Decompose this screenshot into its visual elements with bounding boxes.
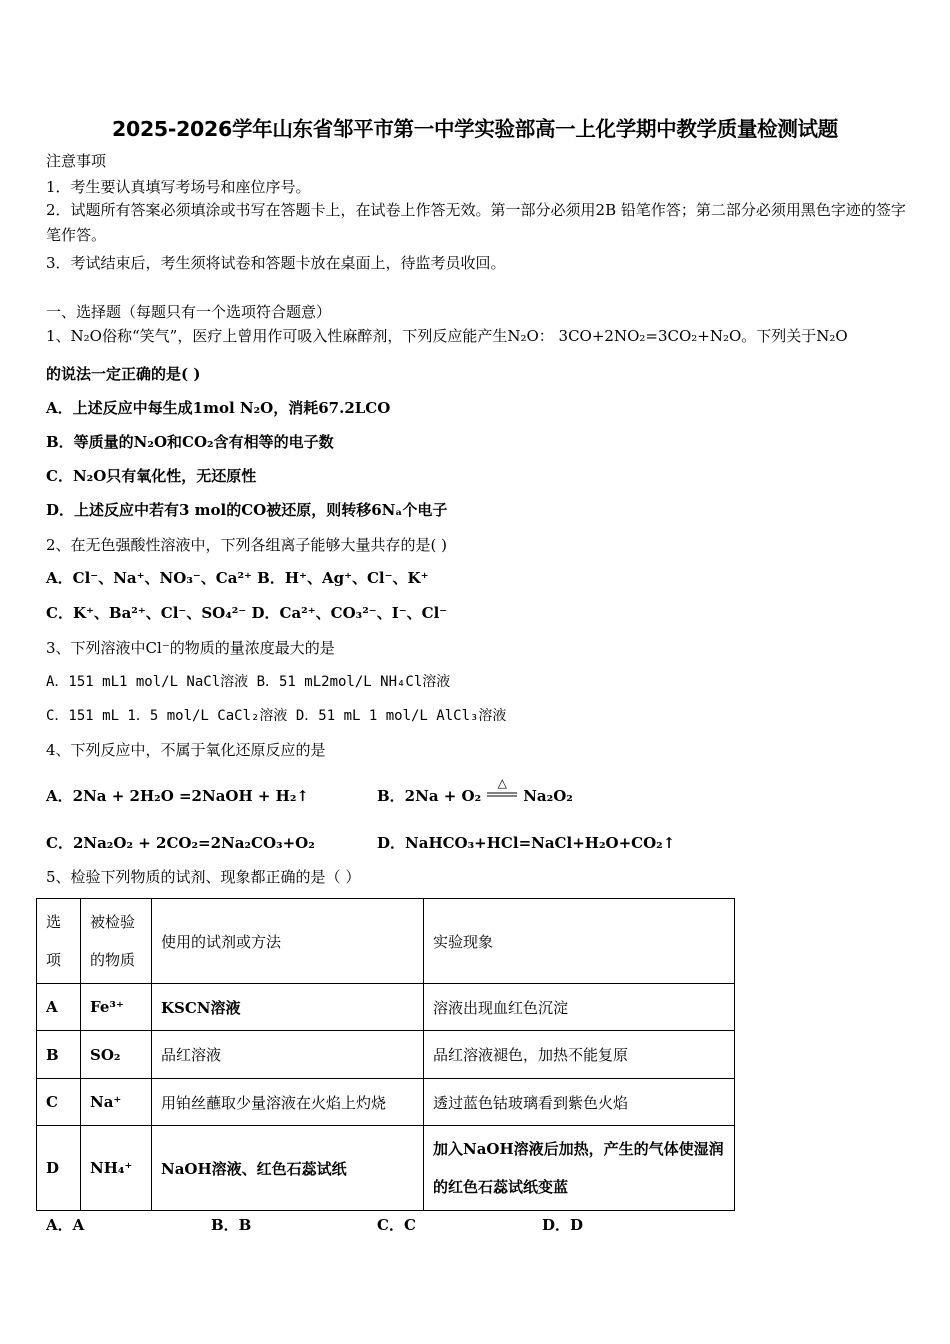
notice-item-1: 1．考生要认真填写考场号和座位序号。 [46,178,311,196]
q5-choice-b: B．B [211,1216,252,1234]
q1-option-d: D．上述反应中若有3 mol的CO被还原，则转移6Nₐ个电子 [46,501,448,519]
q4-stem: 4、下列反应中，不属于氧化还原反应的是 [46,741,326,759]
row-b-phenomenon: 品红溶液褪色，加热不能复原 [424,1031,735,1079]
table-row [37,984,735,1031]
row-d-reagent: NaOH溶液、红色石蕊试纸 [152,1126,424,1211]
section-heading: 一、选择题（每题只有一个选项符合题意） [46,303,332,321]
header-phenomenon: 实验现象 [424,899,735,984]
table-row [37,1031,735,1079]
header-substance: 被检验的物质 [81,899,152,984]
row-b-reagent: 品红溶液 [152,1031,424,1079]
q1-stem-line2: 的说法一定正确的是( ) [46,365,201,383]
header-option: 选项 [37,899,81,984]
q2-options-ab: A．Cl⁻、Na⁺、NO₃⁻、Ca²⁺ B．H⁺、Ag⁺、Cl⁻、K⁺ [46,569,429,587]
row-a-phenomenon: 溶液出现血红色沉淀 [424,984,735,1031]
row-c-phenomenon: 透过蓝色钴玻璃看到紫色火焰 [424,1079,735,1126]
notice-heading: 注意事项 [46,152,107,170]
row-d-substance: NH₄⁺ [81,1126,152,1211]
q5-choice-c: C．C [377,1216,416,1234]
row-a-option: A [37,984,81,1031]
q3-options-cd: C．151 mL 1．5 mol/L CaCl₂溶液 D．51 mL 1 mol/L AlCl₃溶液 [46,708,507,724]
q3-options-ab: A．151 mL1 mol/L NaCl溶液 B．51 mL2mol/L NH₄Cl溶液 [46,674,451,690]
row-c-reagent: 用铂丝蘸取少量溶液在火焰上灼烧 [152,1079,424,1126]
q4-option-b [377,776,573,807]
q2-stem: 2、在无色强酸性溶液中，下列各组离子能够大量共存的是( ) [46,536,448,554]
q1-option-c: C．N₂O只有氧化性，无还原性 [46,467,257,485]
heat-symbol: △ [497,776,507,790]
q4-option-d: D．NaHCO₃+HCl=NaCl+H₂O+CO₂↑ [377,834,676,852]
q5-choice-d: D．D [542,1216,584,1234]
q4-option-b-reactants: B．2Na + O₂ [377,787,482,805]
exam-title: 2025-2026学年山东省邹平市第一中学实验部高一上化学期中教学质量检测试题 [112,117,838,141]
header-reagent: 使用的试剂或方法 [152,899,424,984]
q5-table [36,898,735,1211]
row-c-substance: Na⁺ [81,1079,152,1126]
q4-option-b-products: Na₂O₂ [523,787,573,805]
row-a-substance: Fe³⁺ [81,984,152,1031]
table-row [37,1079,735,1126]
row-a-reagent: KSCN溶液 [152,984,424,1031]
q1-stem-line1: 1、N₂O俗称“笑气”，医疗上曾用作可吸入性麻醉剂，下列反应能产生N₂O： 3CO+2NO₂=3CO₂+N₂O。下列关于N₂O [46,327,848,345]
row-d-phenomenon: 加入NaOH溶液后加热，产生的气体使湿润的红色石蕊试纸变蓝 [424,1126,735,1211]
table-row [37,1126,735,1211]
q4-option-c: C．2Na₂O₂ + 2CO₂=2Na₂CO₃+O₂ [46,834,315,852]
row-d-option: D [37,1126,81,1211]
q1-option-b: B．等质量的N₂O和CO₂含有相等的电子数 [46,433,334,451]
table-header-row [37,899,735,984]
q5-stem: 5、检验下列物质的试剂、现象都正确的是（ ） [46,868,361,886]
q2-options-cd: C．K⁺、Ba²⁺、Cl⁻、SO₄²⁻ D．Ca²⁺、CO₃²⁻、I⁻、Cl⁻ [46,604,448,622]
q1-option-a: A．上述反应中每生成1mol N₂O，消耗67.2LCO [46,399,391,417]
notice-item-3: 3．考试结束后，考生须将试卷和答题卡放在桌面上，待监考员收回。 [46,254,506,272]
heat-condition [485,776,519,807]
q3-stem: 3、下列溶液中Cl⁻的物质的量浓度最大的是 [46,639,335,657]
notice-item-2: 2．试题所有答案必须填涂或书写在答题卡上，在试卷上作答无效。第一部分必须用2B 铅笔作答；第二部分必须用黑色字迹的签字笔作答。 [46,201,906,244]
q4-option-a: A．2Na + 2H₂O =2NaOH + H₂↑ [46,787,309,805]
row-c-option: C [37,1079,81,1126]
q5-choice-a: A．A [46,1216,85,1234]
row-b-option: B [37,1031,81,1079]
row-b-substance: SO₂ [81,1031,152,1079]
